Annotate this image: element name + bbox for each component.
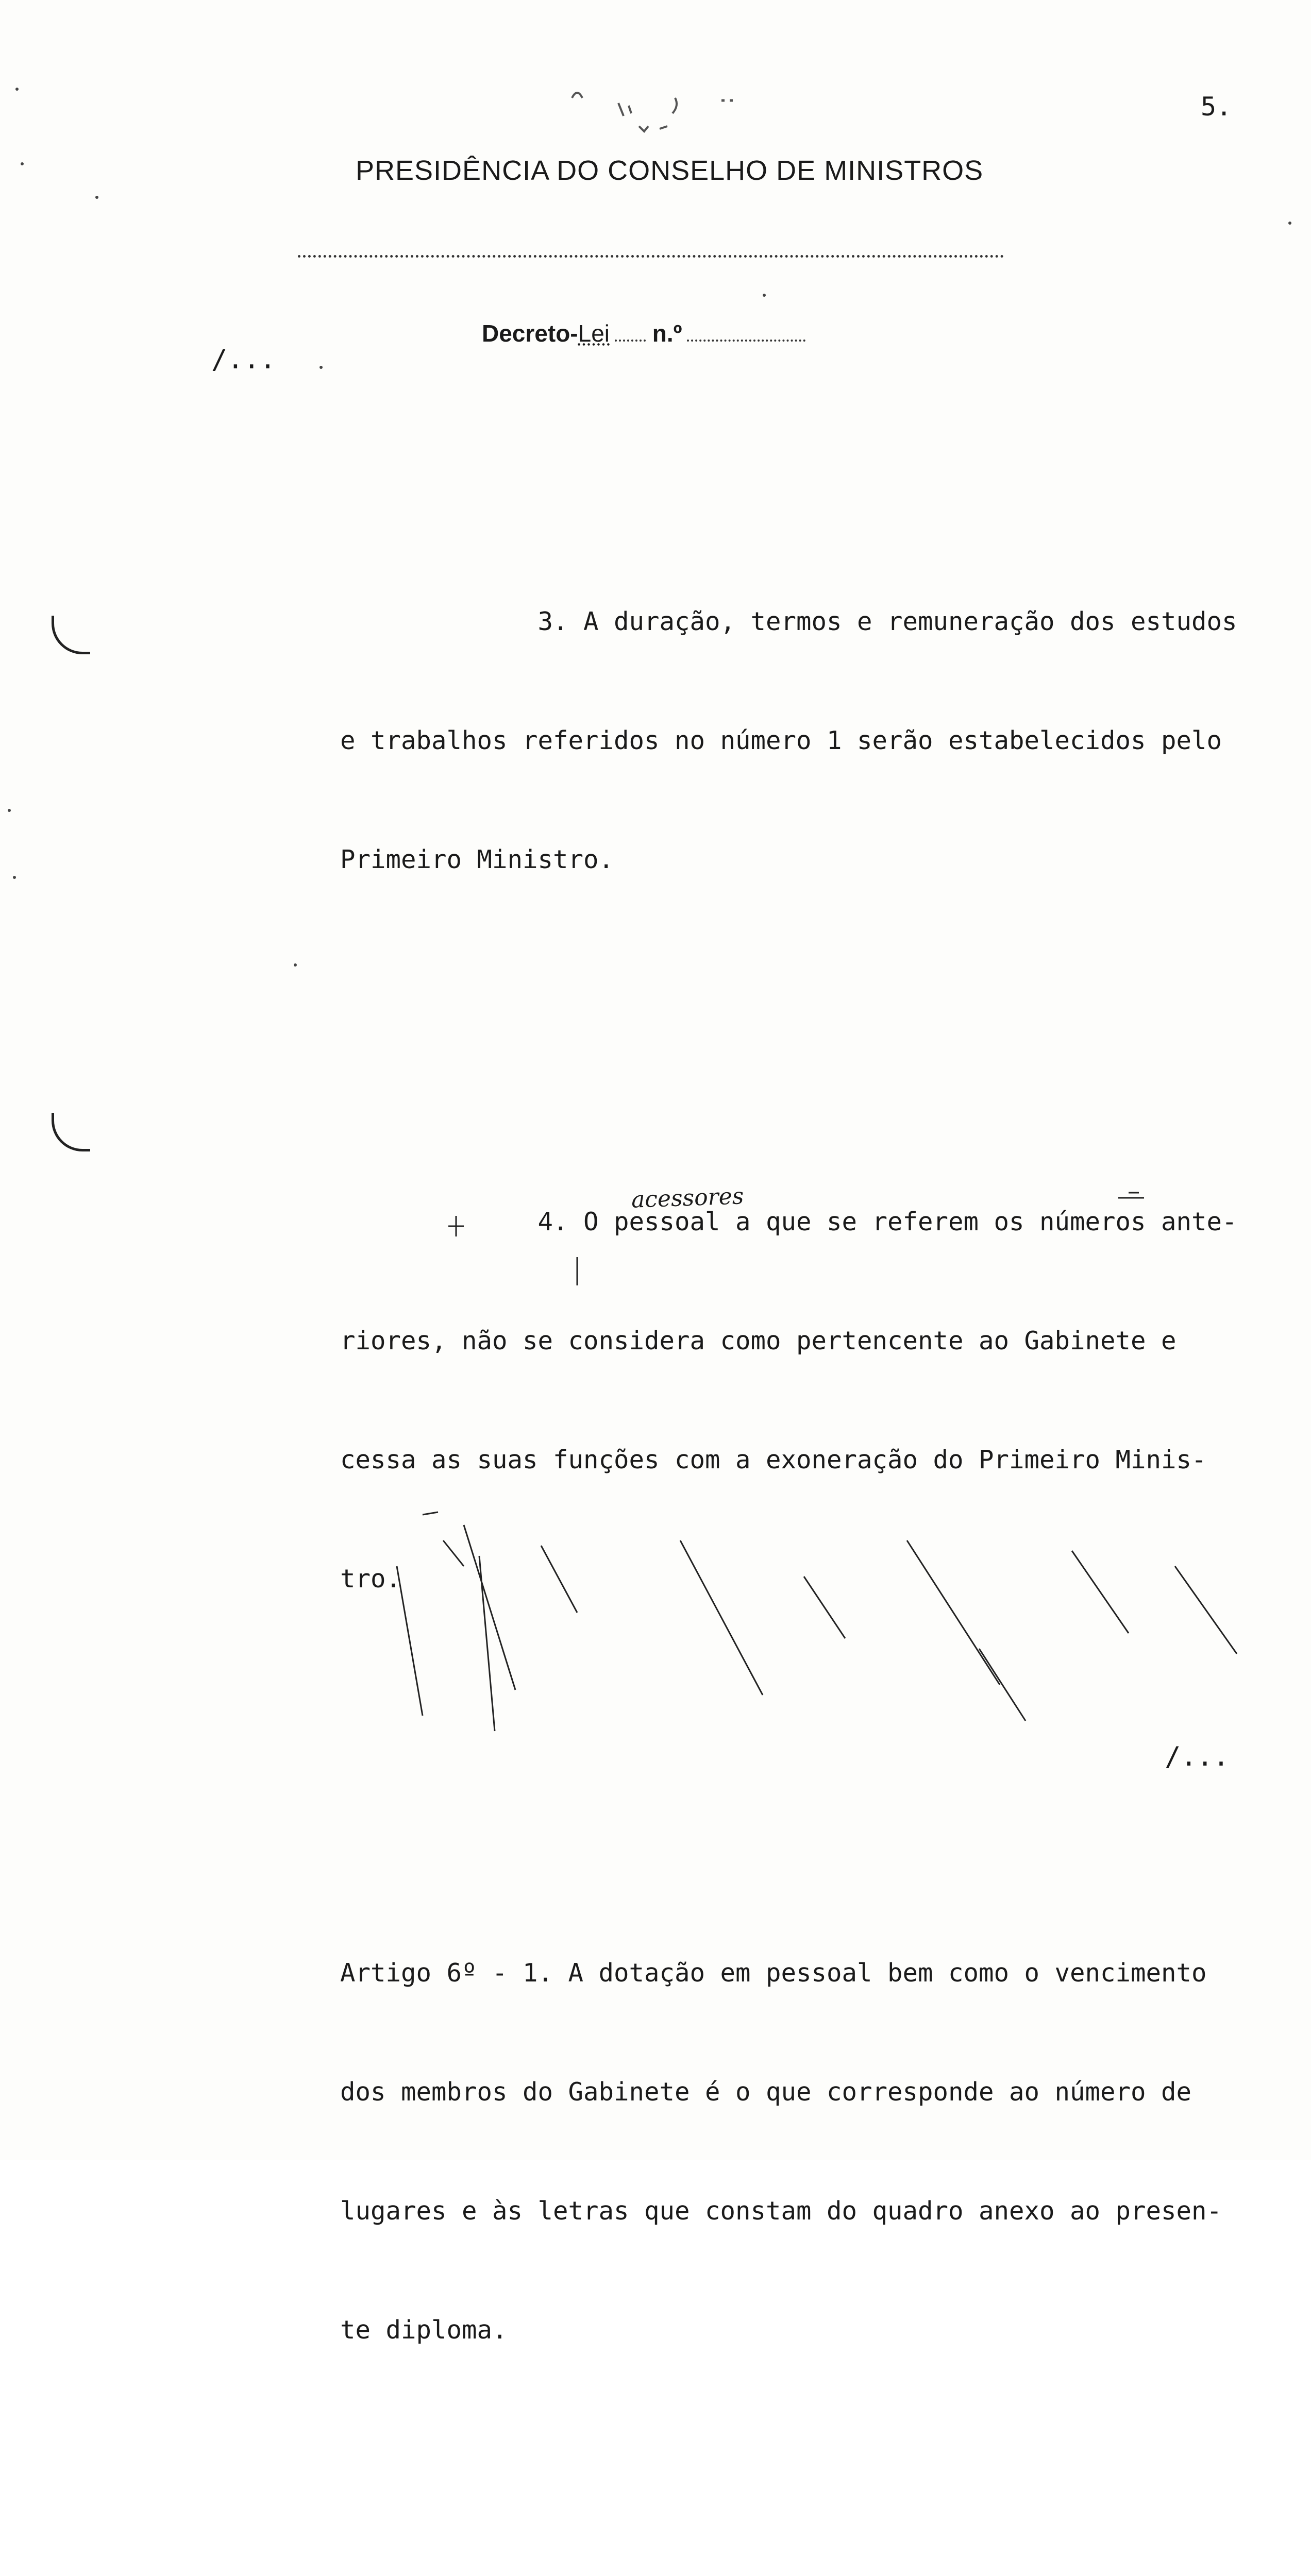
- continuation-mark-top: /...: [211, 344, 276, 375]
- decree-label-prefix: Decreto-: [482, 320, 578, 347]
- text-line: dos membros do Gabinete é o que corresponde ao número de: [340, 2077, 1192, 2107]
- text-line: 4. O pessoal a que se referem os números ante-: [340, 1207, 1237, 1236]
- continuation-mark-bottom: /...: [1165, 1741, 1230, 1772]
- decree-number-label: n.º: [652, 320, 682, 347]
- text-line: Primeiro Ministro.: [340, 845, 614, 874]
- text-line: te diploma.: [340, 2315, 508, 2345]
- page-number: 5.: [1201, 92, 1232, 122]
- text-line: tro.: [340, 1564, 401, 1594]
- text-line: e trabalhos referidos no número 1 serão estabelecidos pelo: [340, 726, 1222, 755]
- text-line: cessa as suas funções com a exoneração do Primeiro Minis-: [340, 1445, 1207, 1475]
- text-line: 3. A duração, termos e remuneração dos estudos: [340, 607, 1237, 636]
- header-title: PRESIDÊNCIA DO CONSELHO DE MINISTROS: [356, 155, 984, 186]
- handwritten-insertion: acessores: [631, 1183, 745, 1213]
- decree-label-lei: Lei: [578, 320, 610, 347]
- text-line: lugares e às letras que constam do quadro anexo ao presen-: [340, 2196, 1222, 2226]
- text-line: Artigo 6º - 1. A dotação em pessoal bem como o vencimento: [340, 1958, 1207, 1988]
- text-line: riores, não se considera como pertencente ao Gabinete e: [340, 1326, 1176, 1355]
